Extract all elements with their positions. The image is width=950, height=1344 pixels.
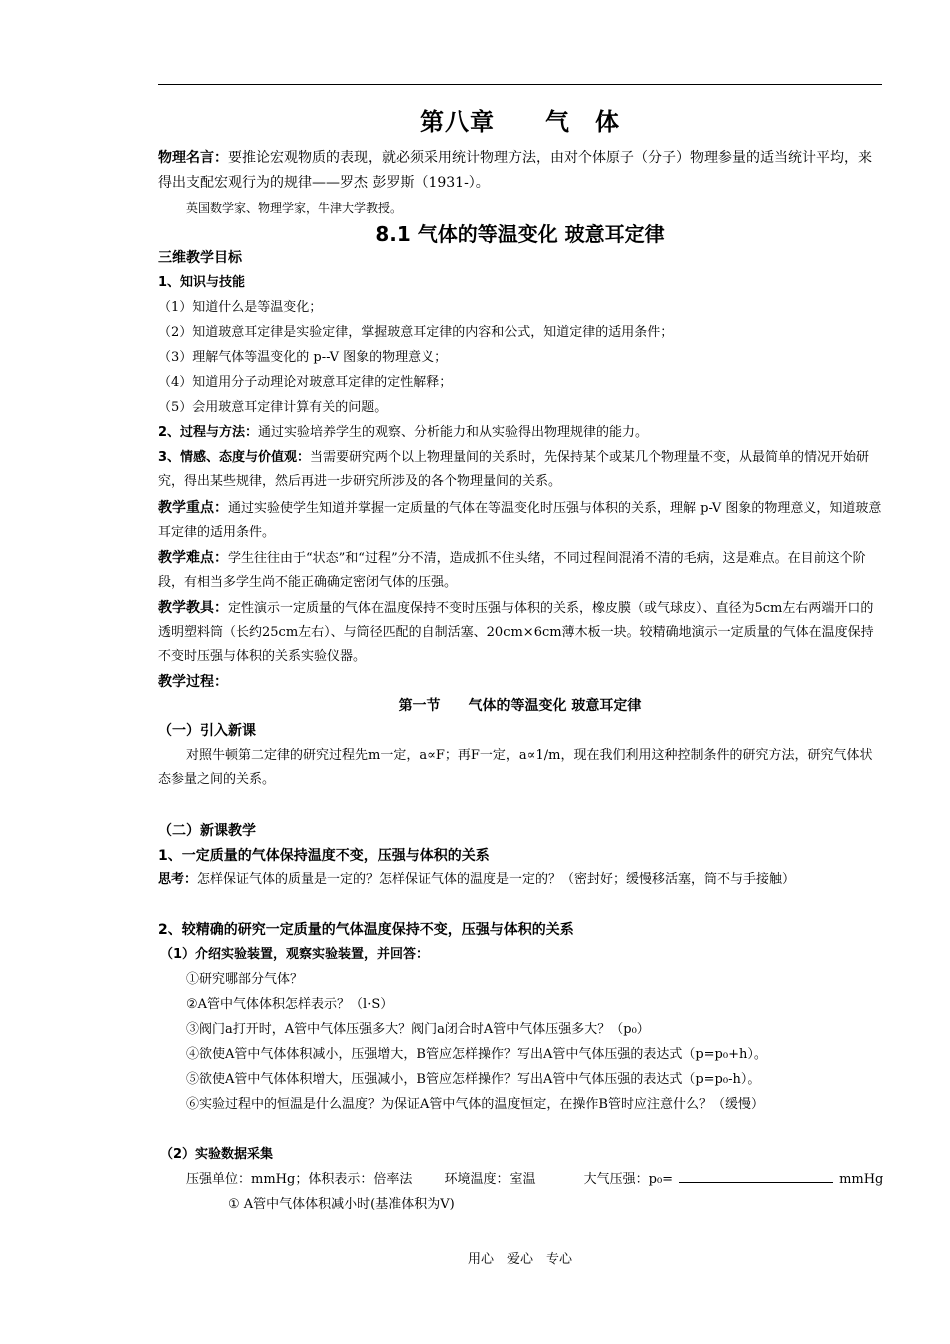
goals-title: 三维教学目标 — [158, 250, 242, 266]
key-point-label: 教学重点： — [158, 500, 228, 516]
quote-text: 要推论宏观物质的表现，就必须采用统计物理方法，由对个体原子（分子）物理参量的适当统计平均，来得出支配宏观行为的规律——罗杰 彭罗斯（1931-）。 — [158, 150, 872, 191]
chapter-title: 第八章 气 体 — [420, 108, 620, 136]
part1-title: 1、一定质量的气体保持温度不变，压强与体积的关系 — [158, 848, 490, 864]
goal-item: （2）知道玻意耳定律是实验定律，掌握玻意耳定律的内容和公式，知道定律的适用条件； — [158, 325, 674, 340]
question-item: ④欲使A管中气体体积减小，压强增大，B管应怎样操作？写出A管中气体压强的表达式（p=p₀+h）。 — [186, 1047, 767, 1062]
difficulty — [158, 546, 882, 595]
process-goal-label: 2、过程与方法： — [158, 425, 259, 440]
atm-blank — [679, 1169, 833, 1183]
quote-note: 英国数学家、物理学家，牛津大学教授。 — [186, 201, 403, 215]
goal-item: （1）知道什么是等温变化； — [158, 300, 323, 315]
emotion-goal-label: 3、情感、态度与价值观： — [158, 450, 311, 465]
new-lesson-title: （二）新课教学 — [158, 823, 256, 839]
knowledge-title: 1、知识与技能 — [158, 275, 246, 290]
lesson-title: 第一节 气体的等温变化 玻意耳定律 — [398, 698, 642, 714]
atm-label: 大气压强：p₀= — [583, 1172, 674, 1187]
part2-title: 2、较精确的研究一定质量的气体温度保持不变，压强与体积的关系 — [158, 922, 574, 938]
tools-text: 定性演示一定质量的气体在温度保持不变时压强与体积的关系，橡皮膜（或气球皮）、直径为5cm左右两端开口的透明塑料筒（长约25cm左右）、与筒径匹配的自制活塞、20cm×6cm薄木板一块。较精确地演示一定质量的气体在温度保持不变时压强与体积的关系实验仪器。 — [158, 601, 874, 664]
atm-unit: mmHg — [839, 1172, 884, 1187]
env-text: 环境温度：室温 — [444, 1172, 536, 1187]
quote-label: 物理名言： — [158, 150, 228, 166]
process-goal-text: 通过实验培养学生的观察、分析能力和从实验得出物理规律的能力。 — [258, 425, 649, 440]
think-label: 思考： — [158, 872, 198, 887]
goal-item: （5）会用玻意耳定律计算有关的问题。 — [158, 400, 388, 415]
section-title: 8.1 气体的等温变化 玻意耳定律 — [375, 222, 665, 246]
goal-item: （4）知道用分子动理论对玻意耳定律的定性解释； — [158, 375, 453, 390]
page-footer: 用心 爱心 专心 — [467, 1252, 572, 1267]
process-goal — [158, 421, 882, 445]
question-item: ⑤欲使A管中气体体积增大，压强减小，B管应怎样操作？写出A管中气体压强的表达式（p=p₀-h）。 — [186, 1072, 761, 1087]
tools-label: 教学教具： — [158, 600, 228, 616]
data-collection-line — [158, 1168, 910, 1192]
emotion-goal-text: 当需要研究两个以上物理量间的关系时，先保持某个或某几个物理量不变，从最简单的情况开始研究，得出某些规律，然后再进一步研究所涉及的各个物理量间的关系。 — [158, 450, 870, 489]
intro-text: 对照牛顿第二定律的研究过程先m一定，a∝F；再F一定，a∝1/m，现在我们利用这种控制条件的研究方法，研究气体状态参量之间的关系。 — [158, 748, 873, 787]
difficulty-text: 学生往往由于“状态”和“过程”分不清，造成抓不住头绪，不同过程间混淆不清的毛病，这是难点。在目前这个阶段，有相当多学生尚不能正确确定密闭气体的压强。 — [158, 551, 866, 590]
case1-text: ① A管中气体体积减小时(基准体积为V) — [228, 1197, 455, 1212]
intro-title: （一）引入新课 — [158, 723, 256, 739]
question-item: ②A管中气体体积怎样表示？（l·S） — [186, 997, 394, 1012]
teaching-tools — [158, 596, 882, 669]
think-question — [158, 868, 882, 892]
key-point — [158, 496, 882, 545]
key-point-text: 通过实验使学生知道并掌握一定质量的气体在等温变化时压强与体积的关系，理解 p-V 图象的物理意义，知道玻意耳定律的适用条件。 — [158, 501, 882, 540]
goal-item: （3）理解气体等温变化的 p--V 图象的物理意义； — [158, 350, 448, 365]
unit-text: 压强单位：mmHg；体积表示：倍率法 — [186, 1172, 413, 1187]
part2-sub2: （2）实验数据采集 — [160, 1147, 274, 1162]
process-title: 教学过程： — [158, 674, 228, 690]
question-item: ①研究哪部分气体？ — [186, 972, 304, 987]
quote-paragraph — [158, 146, 882, 196]
part2-sub1: （1）介绍实验装置，观察实验装置，并回答： — [160, 947, 430, 962]
difficulty-label: 教学难点： — [158, 550, 228, 566]
emotion-goal — [158, 446, 882, 494]
question-item: ⑥实验过程中的恒温是什么温度？为保证A管中气体的温度恒定，在操作B管时应注意什么？（缓慢） — [186, 1097, 764, 1112]
think-text: 怎样保证气体的质量是一定的？怎样保证气体的温度是一定的？（密封好；缓慢移活塞，筒不与手接触） — [197, 872, 796, 887]
question-item: ③阀门a打开时，A管中气体压强多大？阀门a闭合时A管中气体压强多大？（p₀） — [186, 1022, 650, 1037]
header-rule — [158, 84, 882, 85]
